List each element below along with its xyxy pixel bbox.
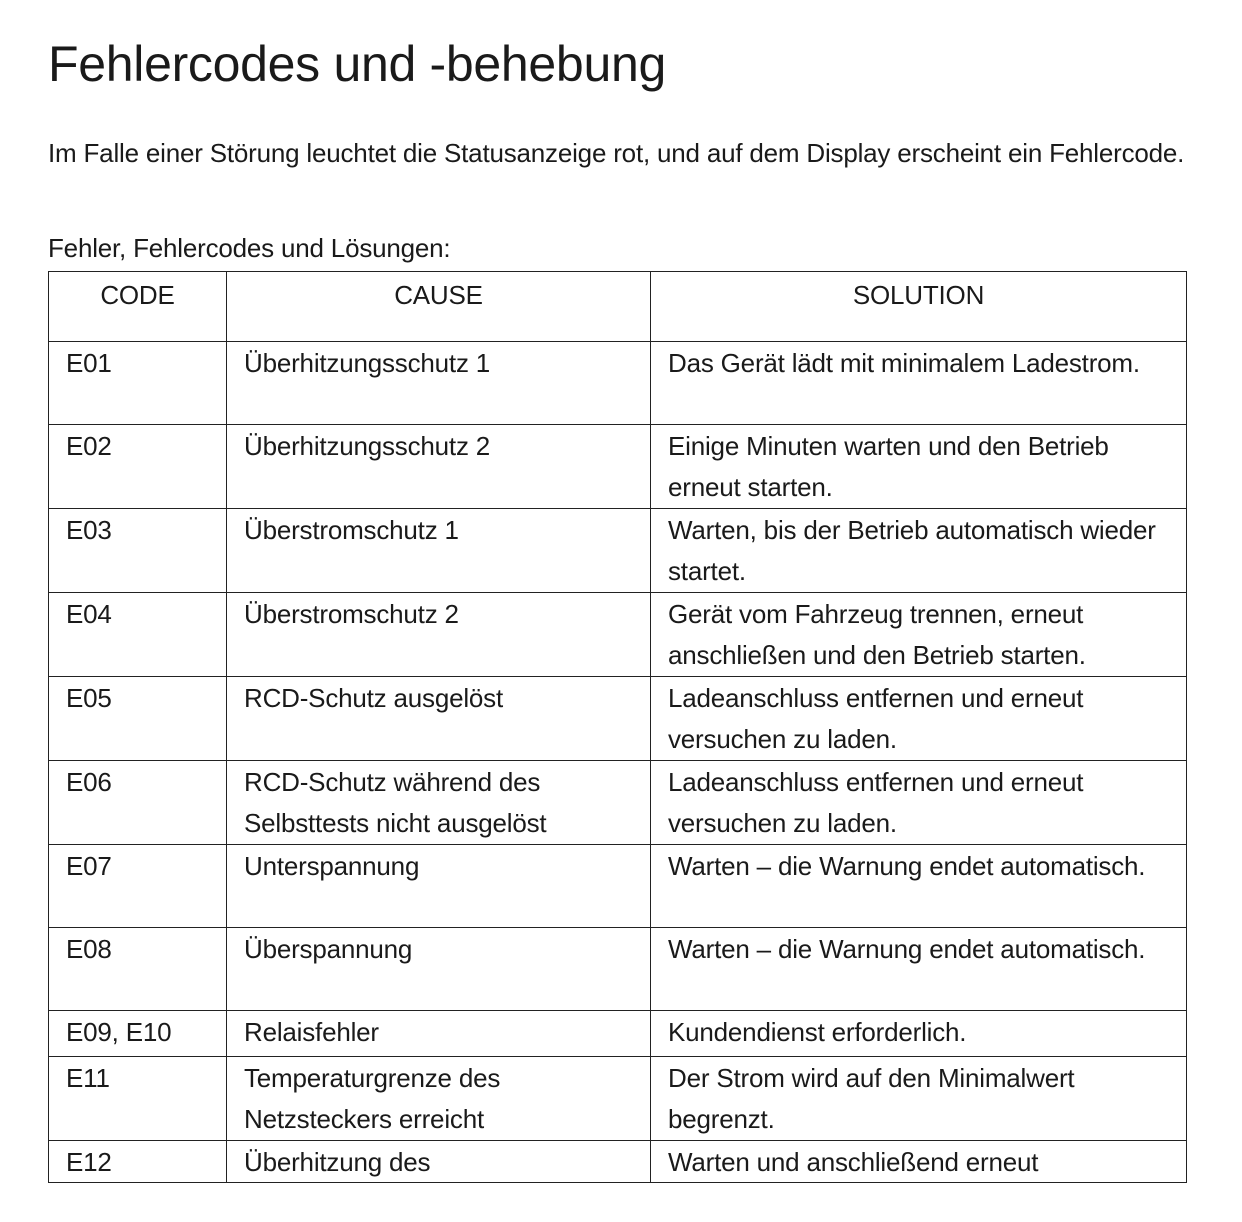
cell-code: E03	[49, 509, 227, 593]
error-code-table	[48, 271, 1187, 1183]
cell-cause: Relaisfehler	[227, 1011, 651, 1057]
cell-solution: Ladeanschluss entfernen und erneut versuchen zu laden.	[651, 761, 1187, 845]
cell-cause: Überstromschutz 2	[227, 593, 651, 677]
intro-paragraph: Im Falle einer Störung leuchtet die Statusanzeige rot, und auf dem Display erscheint ein Fehlercode.	[48, 138, 1185, 168]
cell-code: E02	[49, 425, 227, 509]
cell-code: E12	[49, 1141, 227, 1183]
cell-solution: Warten – die Warnung endet automatisch.	[651, 845, 1187, 928]
table-row	[49, 342, 1187, 425]
table-row	[49, 593, 1187, 677]
cell-code: E08	[49, 928, 227, 1011]
table-row	[49, 928, 1187, 1011]
cell-solution: Warten – die Warnung endet automatisch.	[651, 928, 1187, 1011]
cell-code: E09, E10	[49, 1011, 227, 1057]
cell-cause: Überhitzungsschutz 1	[227, 342, 651, 425]
header-code: CODE	[49, 272, 227, 342]
cell-cause: Temperaturgrenze des Netzsteckers erreicht	[227, 1057, 651, 1141]
table-caption: Fehler, Fehlercodes und Lösungen:	[48, 233, 451, 263]
cell-code: E05	[49, 677, 227, 761]
cell-solution: Warten und anschließend erneut	[651, 1141, 1187, 1183]
cell-solution: Warten, bis der Betrieb automatisch wieder startet.	[651, 509, 1187, 593]
cell-code: E01	[49, 342, 227, 425]
table-row	[49, 677, 1187, 761]
cell-code: E07	[49, 845, 227, 928]
cell-solution: Einige Minuten warten und den Betrieb erneut starten.	[651, 425, 1187, 509]
cell-code: E06	[49, 761, 227, 845]
table-row	[49, 425, 1187, 509]
cell-solution: Kundendienst erforderlich.	[651, 1011, 1187, 1057]
table-header-row	[49, 272, 1187, 342]
table-row	[49, 845, 1187, 928]
table-row	[49, 1141, 1187, 1183]
table-row	[49, 761, 1187, 845]
cell-solution: Der Strom wird auf den Minimalwert begrenzt.	[651, 1057, 1187, 1141]
cell-code: E11	[49, 1057, 227, 1141]
cell-cause: Überhitzungsschutz 2	[227, 425, 651, 509]
table-row	[49, 509, 1187, 593]
cell-solution: Gerät vom Fahrzeug trennen, erneut anschließen und den Betrieb starten.	[651, 593, 1187, 677]
page-title: Fehlercodes und -behebung	[48, 36, 666, 92]
header-cause: CAUSE	[227, 272, 651, 342]
cell-cause: Unterspannung	[227, 845, 651, 928]
cell-solution: Das Gerät lädt mit minimalem Ladestrom.	[651, 342, 1187, 425]
cell-cause: Überspannung	[227, 928, 651, 1011]
cell-solution: Ladeanschluss entfernen und erneut versuchen zu laden.	[651, 677, 1187, 761]
cell-cause: Überstromschutz 1	[227, 509, 651, 593]
cell-cause: RCD-Schutz ausgelöst	[227, 677, 651, 761]
table-row	[49, 1057, 1187, 1141]
cell-cause: RCD-Schutz während des Selbsttests nicht ausgelöst	[227, 761, 651, 845]
table-row	[49, 1011, 1187, 1057]
cell-code: E04	[49, 593, 227, 677]
header-solution: SOLUTION	[651, 272, 1187, 342]
cell-cause: Überhitzung des	[227, 1141, 651, 1183]
